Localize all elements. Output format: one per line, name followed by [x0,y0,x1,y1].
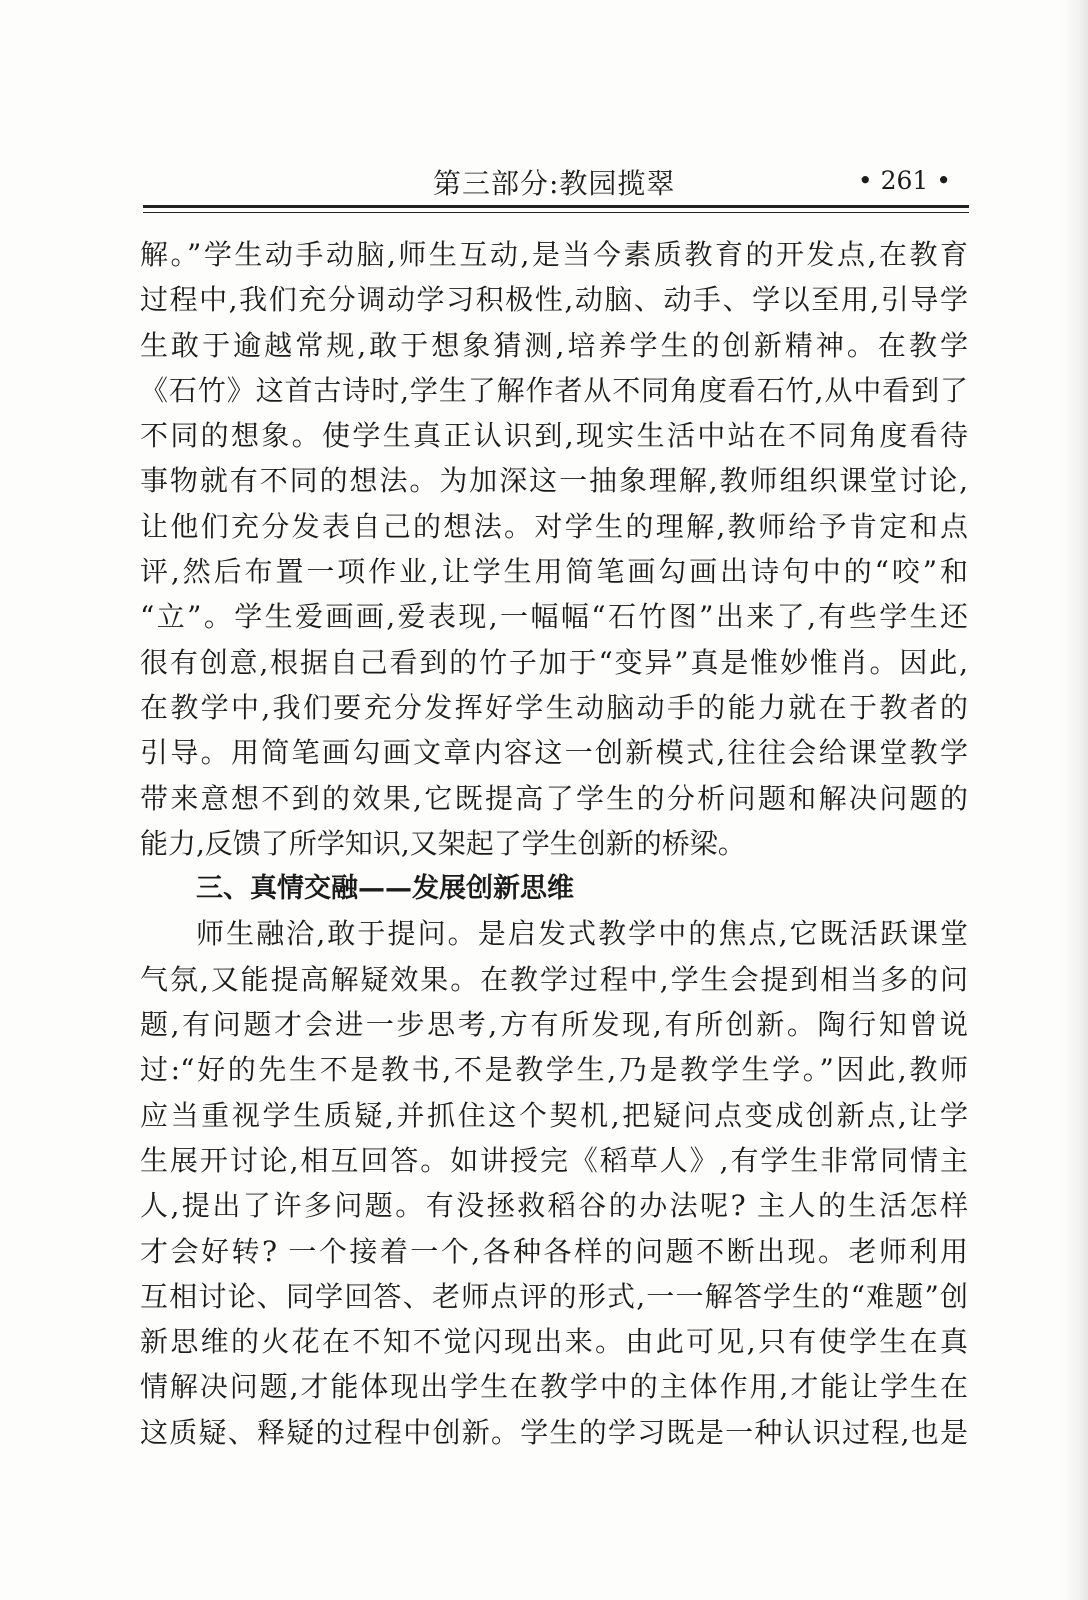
page-edge-shadow [1062,0,1088,1600]
text-line: 让他们充分发表自己的想法。对学生的理解,教师给予肯定和点 [140,509,968,543]
text-line: 生敢于逾越常规,敢于想象猜测,培养学生的创新精神。在教学 [140,328,968,362]
text-line: 情解决问题,才能体现出学生在教学中的主体作用,才能让学生在 [140,1370,968,1404]
text-line: 《石竹》这首古诗时,学生了解作者从不同角度看石竹,从中看到了 [140,373,968,407]
text-line: 才会好转? 一个接着一个,各种各样的问题不断出现。老师利用 [140,1234,968,1268]
text-line: 解。”学生动手动脑,师生互动,是当今素质教育的开发点,在教育 [140,238,968,271]
text-line: 引导。用简笔画勾画文章内容这一创新模式,往往会给课堂教学 [140,736,968,770]
text-line: 这质疑、释疑的过程中创新。学生的学习既是一种认识过程,也是 [140,1415,968,1449]
text-line: 应当重视学生质疑,并抓住这个契机,把疑问点变成创新点,让学 [140,1098,968,1132]
section-heading: 三、真情交融——发展创新思维 [196,873,574,905]
text-line: 评,然后布置一项作业,让学生用简笔画勾画出诗句中的“咬”和 [140,555,968,589]
header-title: 第三部分:教园揽翠 [433,167,676,200]
text-line: 不同的想象。使学生真正认识到,现实生活中站在不同角度看待 [140,419,968,453]
text-line: 过:“好的先生不是教书,不是教学生,乃是教学生学。”因此,教师 [140,1053,968,1087]
text-line: 很有创意,根据自己看到的竹子加于“变异”真是惟妙惟肖。因此, [140,645,968,679]
text-line: 人,提出了许多问题。有没拯救稻谷的办法呢? 主人的生活怎样 [140,1189,968,1223]
text-line: 在教学中,我们要充分发挥好学生动脑动手的能力就在于教者的 [140,690,968,724]
text-line: 生展开讨论,相互回答。如讲授完《稻草人》,有学生非常同情主 [140,1143,968,1177]
header-rule-thin [143,212,969,213]
text-line: 过程中,我们充分调动学习积极性,动脑、动手、学以至用,引导学 [140,283,968,317]
text-line: 师生融洽,敢于提问。是启发式教学中的焦点,它既活跃课堂 [196,917,968,951]
body-text [140,232,968,1455]
text-line: 能力,反馈了所学知识,又架起了学生创新的桥梁。 [140,826,746,860]
text-line: 互相讨论、同学回答、老师点评的形式,一一解答学生的“难题”创 [140,1279,968,1313]
text-line: 事物就有不同的想法。为加深这一抽象理解,教师组织课堂讨论, [140,464,968,498]
text-line: 气氛,又能提高解疑效果。在教学过程中,学生会提到相当多的问 [140,962,968,996]
text-line: 新思维的火花在不知不觉闪现出来。由此可见,只有使学生在真 [140,1325,968,1359]
text-line: “立”。学生爱画画,爱表现,一幅幅“石竹图”出来了,有些学生还 [140,600,968,634]
header-rule-thick [143,205,969,208]
page-number: • 261 • [857,166,951,195]
running-header [143,160,969,206]
text-line: 题,有问题才会进一步思考,方有所发现,有所创新。陶行知曾说 [140,1008,968,1042]
text-line: 带来意想不到的效果,它既提高了学生的分析问题和解决问题的 [140,781,968,815]
